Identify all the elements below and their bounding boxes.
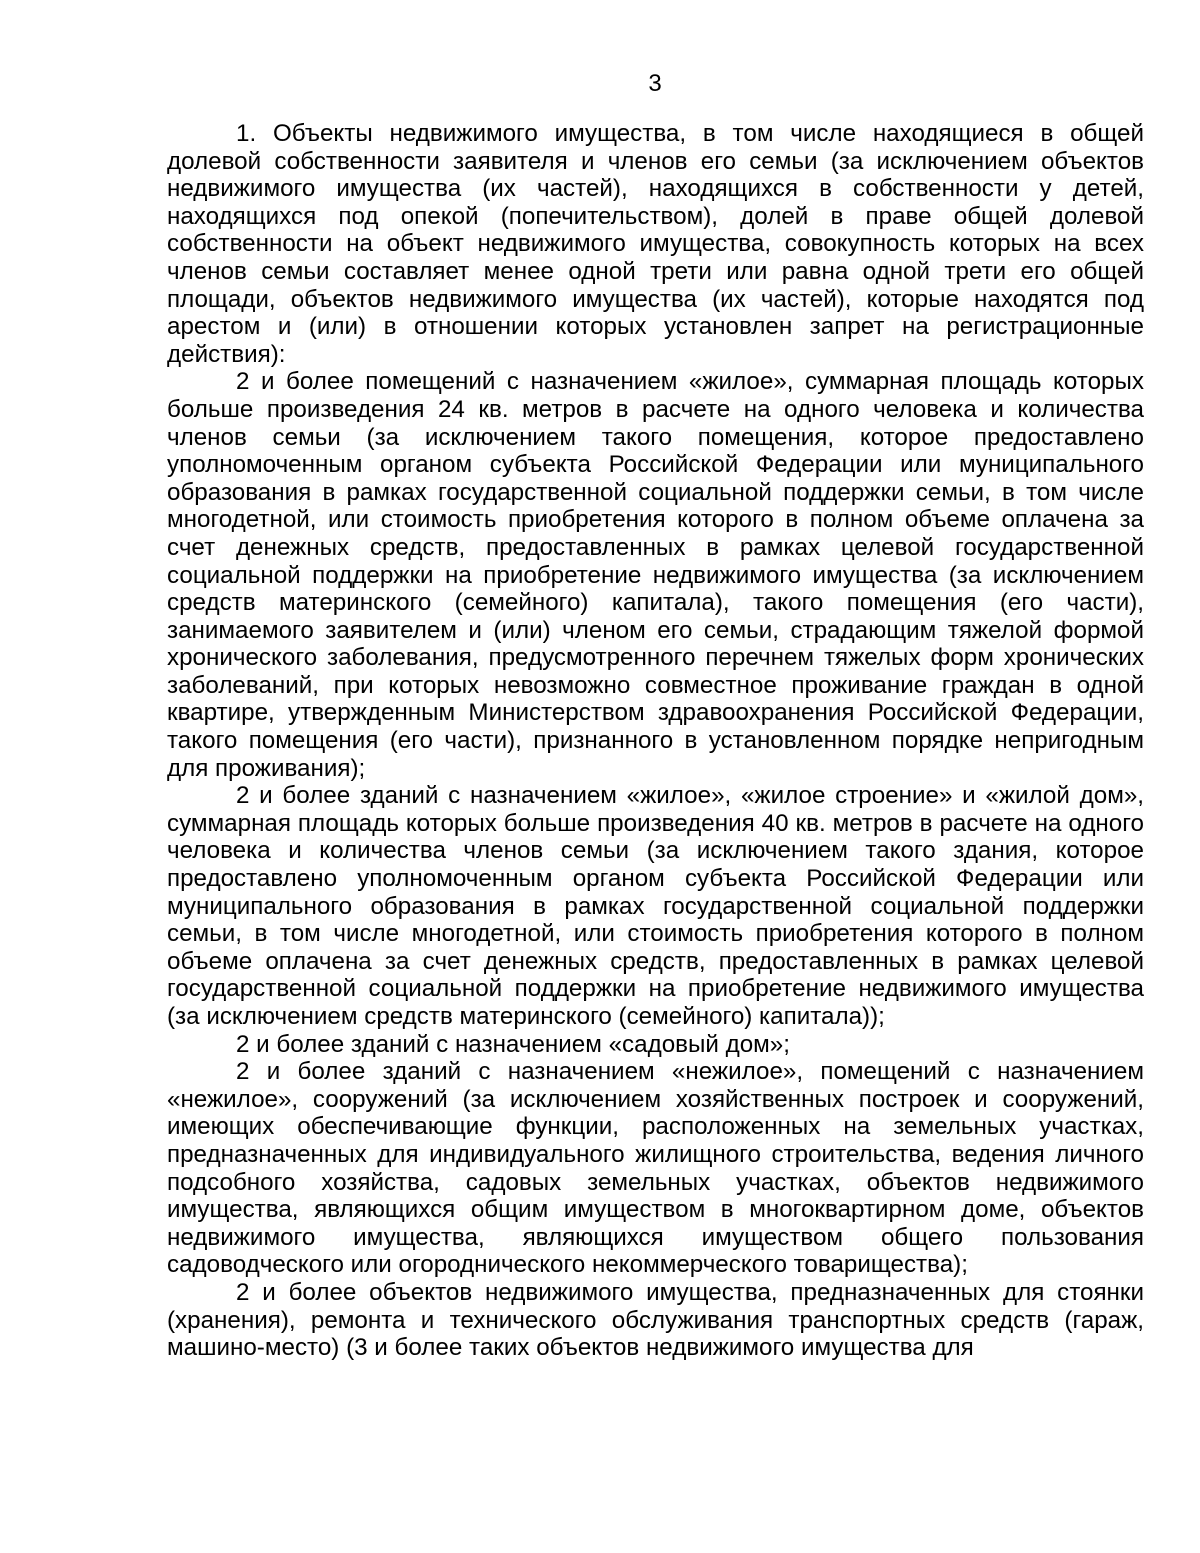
paragraph-5: 2 и более зданий с назначением «нежилое», помещений с назначением «нежилое», сооружений (за исключением хозяйственных построек и сооружений, имеющих обеспечивающие функции, расположенных на земельных участках, предназначенных для индивидуального жилищного строительства, ведения личного подсобного хозяйства, садовых земельных участках, объектов недвижимого имущества, являющихся общим имуществом в многоквартирном доме, объектов недвижимого имущества, являющихся имуществом общего пользования садоводческого или огороднического некоммерческого товарищества); bbox=[167, 1058, 1144, 1279]
page-number: 3 bbox=[648, 70, 662, 97]
paragraph-6: 2 и более объектов недвижимого имущества, предназначенных для стоянки (хранения), ремонта и технического обслуживания транспортных средств (гараж, машино-место) (3 и более таких объектов недвижимого имущества для bbox=[167, 1278, 1144, 1362]
document-body bbox=[167, 120, 1144, 1362]
paragraph-4: 2 и более зданий с назначением «садовый дом»; bbox=[236, 1030, 790, 1058]
paragraph-1: 1. Объекты недвижимого имущества, в том числе находящиеся в общей долевой собственности заявителя и членов его семьи (за исключением объектов недвижимого имущества (их частей), находящихся в собственности у детей, находящихся под опекой (попечительством), долей в праве общей долевой собственности на объект недвижимого имущества, совокупность которых на всех членов семьи составляет менее одной трети или равна одной трети его общей площади, объектов недвижимого имущества (их частей), которые находятся под арестом и (или) в отношении которых установлен запрет на регистрационные действия): bbox=[167, 120, 1144, 368]
paragraph-3: 2 и более зданий с назначением «жилое», «жилое строение» и «жилой дом», суммарная площадь которых больше произведения 40 кв. метров в расчете на одного человека и количества членов семьи (за исключением такого здания, которое предоставлено уполномоченным органом субъекта Российской Федерации или муниципального образования в рамках государственной социальной поддержки семьи, в том числе многодетной, или стоимость приобретения которого в полном объеме оплачена за счет денежных средств, предоставленных в рамках целевой государственной социальной поддержки на приобретение недвижимого имущества (за исключением средств материнского (семейного) капитала)); bbox=[167, 782, 1144, 1030]
paragraph-2: 2 и более помещений с назначением «жилое», суммарная площадь которых больше произведения 24 кв. метров в расчете на одного человека и количества членов семьи (за исключением такого помещения, которое предоставлено уполномоченным органом субъекта Российской Федерации или муниципального образования в рамках государственной социальной поддержки семьи, в том числе многодетной, или стоимость приобретения которого в полном объеме оплачена за счет денежных средств, предоставленных в рамках целевой государственной социальной поддержки на приобретение недвижимого имущества (за исключением средств материнского (семейного) капитала), такого помещения (его части), занимаемого заявителем и (или) членом его семьи, страдающим тяжелой формой хронического заболевания, предусмотренного перечнем тяжелых форм хронических заболеваний, при которых невозможно совместное проживание граждан в одной квартире, утвержденным Министерством здравоохранения Российской Федерации, такого помещения (его части), признанного в установленном порядке непригодным для проживания); bbox=[167, 368, 1144, 782]
